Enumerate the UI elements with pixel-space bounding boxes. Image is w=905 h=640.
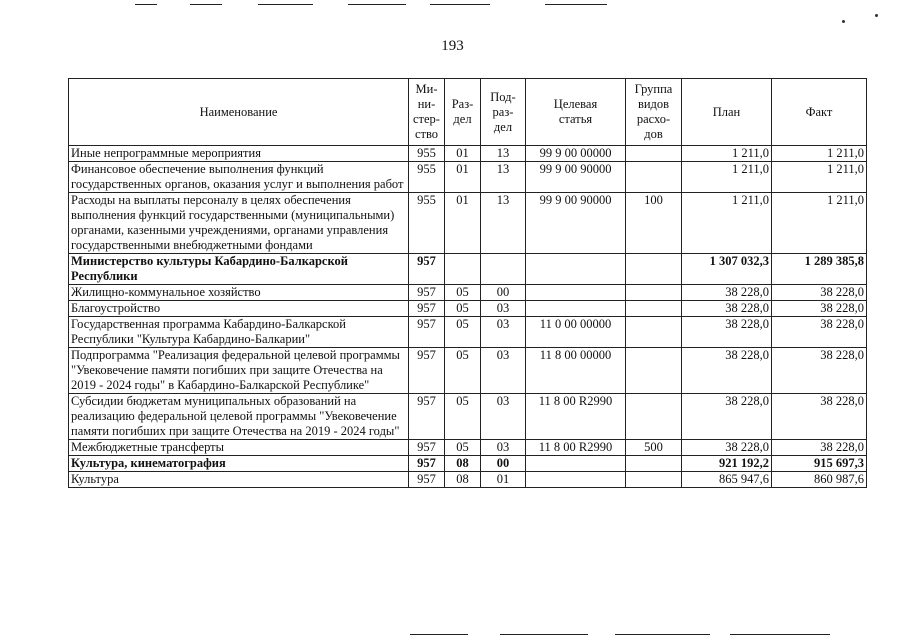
row-fact-cell: 38 228,0 bbox=[772, 440, 867, 456]
row-plan-cell: 865 947,6 bbox=[682, 472, 772, 488]
row-ministry-cell: 957 bbox=[409, 254, 445, 285]
scan-artifact-dot bbox=[842, 20, 845, 23]
row-subsection-cell: 00 bbox=[481, 285, 526, 301]
row-section-cell: 05 bbox=[445, 317, 481, 348]
row-ministry-cell: 957 bbox=[409, 317, 445, 348]
row-subsection-cell: 03 bbox=[481, 394, 526, 440]
row-name-cell: Государственная программа Кабардино-Балкарской Республики "Культура Кабардино-Балкарии" bbox=[69, 317, 409, 348]
row-group-cell bbox=[626, 285, 682, 301]
row-target-cell bbox=[526, 472, 626, 488]
row-fact-cell: 1 211,0 bbox=[772, 193, 867, 254]
header-section-label: Раз- дел bbox=[451, 97, 474, 126]
row-plan-cell: 1 307 032,3 bbox=[682, 254, 772, 285]
header-ministry-label: Ми- ни- стер- ство bbox=[413, 82, 440, 141]
scan-artifact-line bbox=[410, 634, 468, 635]
row-group-cell bbox=[626, 254, 682, 285]
page-number: 193 bbox=[441, 38, 464, 54]
row-fact-cell: 38 228,0 bbox=[772, 285, 867, 301]
table-row bbox=[69, 146, 867, 162]
header-target bbox=[526, 79, 626, 146]
row-target-cell: 11 8 00 00000 bbox=[526, 348, 626, 394]
row-plan-cell: 38 228,0 bbox=[682, 285, 772, 301]
table-row bbox=[69, 348, 867, 394]
table-row bbox=[69, 285, 867, 301]
row-target-cell bbox=[526, 301, 626, 317]
table-body bbox=[69, 146, 867, 488]
row-target-cell: 11 0 00 00000 bbox=[526, 317, 626, 348]
row-group-cell bbox=[626, 394, 682, 440]
table-row bbox=[69, 456, 867, 472]
row-name-cell: Благоустройство bbox=[69, 301, 409, 317]
scan-artifact-line bbox=[190, 4, 222, 5]
budget-table bbox=[68, 78, 867, 488]
row-subsection-cell bbox=[481, 254, 526, 285]
row-plan-cell: 1 211,0 bbox=[682, 146, 772, 162]
row-group-cell: 500 bbox=[626, 440, 682, 456]
row-ministry-cell: 955 bbox=[409, 146, 445, 162]
row-name-cell: Культура bbox=[69, 472, 409, 488]
row-group-cell bbox=[626, 456, 682, 472]
row-target-cell bbox=[526, 456, 626, 472]
row-subsection-cell: 01 bbox=[481, 472, 526, 488]
table-row bbox=[69, 301, 867, 317]
row-subsection-cell: 13 bbox=[481, 193, 526, 254]
row-plan-cell: 921 192,2 bbox=[682, 456, 772, 472]
row-target-cell bbox=[526, 285, 626, 301]
row-section-cell: 05 bbox=[445, 440, 481, 456]
row-name-cell: Министерство культуры Кабардино-Балкарской Республики bbox=[69, 254, 409, 285]
row-ministry-cell: 957 bbox=[409, 440, 445, 456]
row-name-cell: Иные непрограммные мероприятия bbox=[69, 146, 409, 162]
header-plan-label: План bbox=[712, 104, 741, 119]
row-fact-cell: 38 228,0 bbox=[772, 301, 867, 317]
row-name-cell: Межбюджетные трансферты bbox=[69, 440, 409, 456]
row-subsection-cell: 03 bbox=[481, 317, 526, 348]
row-plan-cell: 1 211,0 bbox=[682, 162, 772, 193]
header-expense-group bbox=[626, 79, 682, 146]
scan-artifact-line bbox=[135, 4, 157, 5]
header-fact bbox=[772, 79, 867, 146]
row-fact-cell: 1 289 385,8 bbox=[772, 254, 867, 285]
row-group-cell bbox=[626, 162, 682, 193]
row-fact-cell: 915 697,3 bbox=[772, 456, 867, 472]
row-subsection-cell: 03 bbox=[481, 348, 526, 394]
row-section-cell: 05 bbox=[445, 301, 481, 317]
row-target-cell: 99 9 00 90000 bbox=[526, 162, 626, 193]
table-row bbox=[69, 317, 867, 348]
header-expense-group-label: Группа видов расхо- дов bbox=[634, 82, 673, 141]
row-ministry-cell: 955 bbox=[409, 162, 445, 193]
row-target-cell: 99 9 00 90000 bbox=[526, 193, 626, 254]
row-target-cell: 99 9 00 00000 bbox=[526, 146, 626, 162]
header-ministry bbox=[409, 79, 445, 146]
row-section-cell: 01 bbox=[445, 162, 481, 193]
row-section-cell: 08 bbox=[445, 472, 481, 488]
table-row bbox=[69, 394, 867, 440]
row-section-cell: 01 bbox=[445, 193, 481, 254]
row-group-cell bbox=[626, 348, 682, 394]
row-name-cell: Подпрограмма "Реализация федеральной целевой программы "Увековечение памяти погибших при защите Отечества на 2019 - 2024 годы" в Кабардино-Балкарской Республике" bbox=[69, 348, 409, 394]
row-ministry-cell: 957 bbox=[409, 394, 445, 440]
row-name-cell: Расходы на выплаты персоналу в целях обеспечения выполнения функций государственными (муниципальными) органами, казенными учреждениями, органами управления государственными внебюджетными фондами bbox=[69, 193, 409, 254]
row-group-cell: 100 bbox=[626, 193, 682, 254]
row-section-cell bbox=[445, 254, 481, 285]
row-name-cell: Культура, кинематография bbox=[69, 456, 409, 472]
row-section-cell: 05 bbox=[445, 348, 481, 394]
scan-artifact-line bbox=[545, 4, 607, 5]
row-section-cell: 05 bbox=[445, 394, 481, 440]
row-subsection-cell: 03 bbox=[481, 440, 526, 456]
row-section-cell: 08 bbox=[445, 456, 481, 472]
row-plan-cell: 38 228,0 bbox=[682, 317, 772, 348]
scan-artifact-line bbox=[430, 4, 490, 5]
row-ministry-cell: 957 bbox=[409, 456, 445, 472]
row-group-cell bbox=[626, 146, 682, 162]
row-name-cell: Субсидии бюджетам муниципальных образований на реализацию федеральной целевой программы "Увековечение памяти погибших при защите Отечества на 2019 - 2024 годы" bbox=[69, 394, 409, 440]
row-ministry-cell: 957 bbox=[409, 301, 445, 317]
row-target-cell: 11 8 00 R2990 bbox=[526, 440, 626, 456]
header-subsection-label: Под- раз- дел bbox=[490, 89, 516, 134]
row-fact-cell: 38 228,0 bbox=[772, 348, 867, 394]
row-name-cell: Финансовое обеспечение выполнения функций государственных органов, оказания услуг и выполнения работ bbox=[69, 162, 409, 193]
row-fact-cell: 38 228,0 bbox=[772, 317, 867, 348]
row-section-cell: 05 bbox=[445, 285, 481, 301]
table-header-row bbox=[69, 79, 867, 146]
table-row bbox=[69, 440, 867, 456]
header-plan bbox=[682, 79, 772, 146]
header-target-label: Целевая статья bbox=[553, 97, 598, 126]
scan-artifact-line bbox=[348, 4, 406, 5]
row-name-cell: Жилищно-коммунальное хозяйство bbox=[69, 285, 409, 301]
header-name-label: Наименование bbox=[199, 104, 278, 119]
row-subsection-cell: 00 bbox=[481, 456, 526, 472]
row-ministry-cell: 957 bbox=[409, 348, 445, 394]
row-fact-cell: 38 228,0 bbox=[772, 394, 867, 440]
row-plan-cell: 38 228,0 bbox=[682, 394, 772, 440]
row-fact-cell: 860 987,6 bbox=[772, 472, 867, 488]
row-ministry-cell: 955 bbox=[409, 193, 445, 254]
row-section-cell: 01 bbox=[445, 146, 481, 162]
scan-artifact-dot bbox=[875, 14, 878, 17]
row-group-cell bbox=[626, 472, 682, 488]
row-plan-cell: 1 211,0 bbox=[682, 193, 772, 254]
row-ministry-cell: 957 bbox=[409, 472, 445, 488]
row-plan-cell: 38 228,0 bbox=[682, 301, 772, 317]
scan-artifact-line bbox=[258, 4, 313, 5]
row-plan-cell: 38 228,0 bbox=[682, 440, 772, 456]
row-fact-cell: 1 211,0 bbox=[772, 146, 867, 162]
row-subsection-cell: 13 bbox=[481, 146, 526, 162]
scan-artifact-line bbox=[500, 634, 588, 635]
row-fact-cell: 1 211,0 bbox=[772, 162, 867, 193]
table-row bbox=[69, 472, 867, 488]
header-subsection bbox=[481, 79, 526, 146]
table-row bbox=[69, 193, 867, 254]
table-row bbox=[69, 254, 867, 285]
row-target-cell: 11 8 00 R2990 bbox=[526, 394, 626, 440]
row-subsection-cell: 03 bbox=[481, 301, 526, 317]
scan-artifact-line bbox=[730, 634, 830, 635]
row-plan-cell: 38 228,0 bbox=[682, 348, 772, 394]
header-fact-label: Факт bbox=[805, 104, 833, 119]
row-group-cell bbox=[626, 317, 682, 348]
row-subsection-cell: 13 bbox=[481, 162, 526, 193]
row-target-cell bbox=[526, 254, 626, 285]
row-ministry-cell: 957 bbox=[409, 285, 445, 301]
scan-artifact-line bbox=[615, 634, 710, 635]
header-section bbox=[445, 79, 481, 146]
header-name bbox=[69, 79, 409, 146]
row-group-cell bbox=[626, 301, 682, 317]
table-row bbox=[69, 162, 867, 193]
